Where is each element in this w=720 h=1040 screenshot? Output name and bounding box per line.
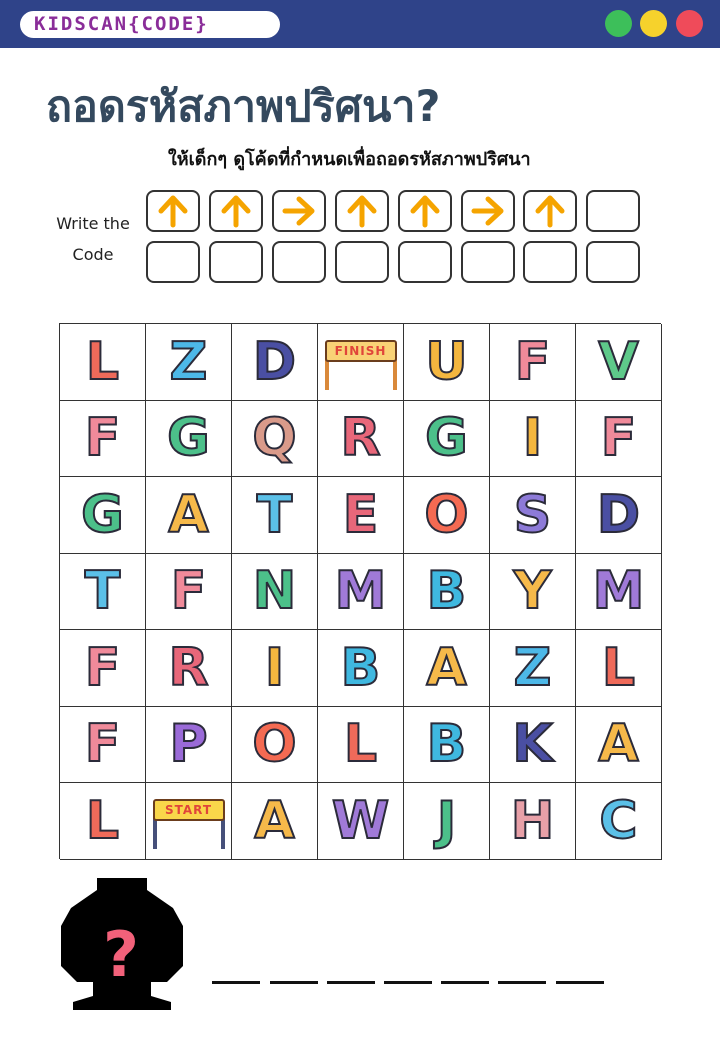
red-dot: [676, 10, 703, 37]
grid-cell[interactable]: [232, 324, 318, 401]
grid-cell[interactable]: [404, 324, 490, 401]
grid-letter: H: [510, 790, 555, 851]
grid-letter: S: [513, 484, 552, 545]
grid-letter: N: [252, 561, 297, 622]
answer-box[interactable]: [398, 241, 452, 283]
grid-letter: A: [426, 637, 467, 698]
arrow-up-icon: [219, 194, 253, 228]
code-box[interactable]: [586, 190, 640, 232]
code-label: [52, 208, 134, 270]
grid-letter: Z: [169, 331, 208, 392]
grid-letter: V: [598, 331, 639, 392]
grid-cell[interactable]: [576, 554, 662, 631]
grid-letter: A: [168, 484, 209, 545]
grid-letter: F: [514, 331, 551, 392]
answer-blank[interactable]: [270, 981, 318, 984]
grid-cell[interactable]: [146, 477, 232, 554]
grid-cell[interactable]: [146, 707, 232, 784]
code-label-line1: Write the: [56, 214, 130, 233]
grid-cell[interactable]: [232, 630, 318, 707]
grid-letter: R: [340, 408, 381, 469]
grid-letter: B: [426, 714, 467, 775]
grid-cell[interactable]: [318, 707, 404, 784]
grid-letter: F: [600, 408, 637, 469]
banner-label: FINISH: [325, 340, 397, 362]
grid-letter: T: [84, 561, 121, 622]
arrow-right-icon: [471, 194, 505, 228]
grid-cell[interactable]: [146, 783, 232, 860]
page-subtitle: ให้เด็กๆ ดูโค้ดที่กำหนดเพื่อถอดรหัสภาพปริศนา: [168, 149, 531, 170]
answer-box[interactable]: [272, 241, 326, 283]
grid-letter: D: [596, 484, 641, 545]
grid-cell[interactable]: [232, 783, 318, 860]
grid-letter: Z: [513, 637, 552, 698]
grid-cell[interactable]: [60, 324, 146, 401]
answer-box[interactable]: [523, 241, 577, 283]
grid-letter: M: [334, 561, 387, 622]
grid-cell[interactable]: [318, 324, 404, 401]
grid-letter: A: [598, 714, 639, 775]
arrow-up-icon: [156, 194, 190, 228]
grid-cell[interactable]: [318, 554, 404, 631]
grid-letter: Y: [513, 561, 552, 622]
finish-banner: [323, 332, 399, 392]
grid-cell[interactable]: [404, 783, 490, 860]
code-box[interactable]: [146, 190, 200, 232]
grid-cell[interactable]: [404, 707, 490, 784]
arrow-right-icon: [282, 194, 316, 228]
banner-label: START: [153, 799, 225, 821]
code-box[interactable]: [209, 190, 263, 232]
grid-letter: L: [85, 790, 120, 851]
arrow-up-icon: [533, 194, 567, 228]
grid-letter: G: [167, 408, 210, 469]
grid-cell[interactable]: [318, 477, 404, 554]
grid-cell[interactable]: [232, 707, 318, 784]
grid-letter: I: [522, 408, 543, 469]
grid-cell[interactable]: [60, 707, 146, 784]
question-mark: ?: [103, 918, 139, 991]
grid-letter: W: [331, 790, 390, 851]
answer-box[interactable]: [461, 241, 515, 283]
answer-blank[interactable]: [384, 981, 432, 984]
answer-blank[interactable]: [556, 981, 604, 984]
grid-cell[interactable]: [318, 783, 404, 860]
grid-cell[interactable]: [576, 783, 662, 860]
code-box[interactable]: [523, 190, 577, 232]
grid-cell[interactable]: [60, 630, 146, 707]
grid-letter: I: [264, 637, 285, 698]
grid-letter: L: [85, 331, 120, 392]
grid-cell[interactable]: [146, 630, 232, 707]
grid-cell[interactable]: [404, 630, 490, 707]
grid-letter: L: [601, 637, 636, 698]
grid-cell[interactable]: [576, 707, 662, 784]
answer-box[interactable]: [335, 241, 389, 283]
code-label-line2: Code: [72, 245, 114, 264]
code-box[interactable]: [335, 190, 389, 232]
grid-cell[interactable]: [232, 477, 318, 554]
grid-letter: U: [425, 331, 468, 392]
grid-letter: G: [81, 484, 124, 545]
grid-cell[interactable]: [490, 324, 576, 401]
grid-cell[interactable]: [490, 630, 576, 707]
answer-blank[interactable]: [498, 981, 546, 984]
grid-letter: C: [599, 790, 638, 851]
green-dot: [605, 10, 632, 37]
code-box[interactable]: [461, 190, 515, 232]
arrow-up-icon: [408, 194, 442, 228]
answer-box[interactable]: [146, 241, 200, 283]
grid-letter: E: [342, 484, 379, 545]
grid-cell[interactable]: [318, 630, 404, 707]
answer-box[interactable]: [586, 241, 640, 283]
grid-cell[interactable]: [60, 554, 146, 631]
grid-letter: F: [84, 637, 121, 698]
grid-letter: B: [340, 637, 381, 698]
grid-letter: T: [256, 484, 293, 545]
grid-letter: F: [84, 714, 121, 775]
grid-cell[interactable]: [146, 324, 232, 401]
code-box[interactable]: [398, 190, 452, 232]
answer-blank[interactable]: [327, 981, 375, 984]
grid-cell[interactable]: [576, 324, 662, 401]
grid-cell[interactable]: [490, 783, 576, 860]
grid-cell[interactable]: [490, 707, 576, 784]
mystery-silhouette-icon: [55, 878, 190, 1013]
grid-letter: B: [426, 561, 467, 622]
grid-letter: Q: [252, 408, 297, 469]
grid-letter: J: [436, 790, 457, 851]
grid-letter: P: [169, 714, 208, 775]
answer-box[interactable]: [209, 241, 263, 283]
grid-cell[interactable]: [60, 477, 146, 554]
grid-cell[interactable]: [576, 477, 662, 554]
grid-cell[interactable]: [60, 783, 146, 860]
grid-cell[interactable]: [490, 401, 576, 478]
grid-letter: G: [425, 408, 468, 469]
grid-letter: F: [170, 561, 207, 622]
brand-logo: KIDSCAN{CODE}: [20, 11, 280, 38]
grid-cell[interactable]: [318, 401, 404, 478]
letter-grid: [59, 323, 661, 859]
header-bar: [0, 0, 720, 48]
grid-cell[interactable]: [490, 477, 576, 554]
start-banner: [151, 791, 227, 851]
answer-blank[interactable]: [441, 981, 489, 984]
grid-cell[interactable]: [232, 401, 318, 478]
grid-letter: D: [252, 331, 297, 392]
yellow-dot: [640, 10, 667, 37]
grid-letter: A: [254, 790, 295, 851]
grid-letter: F: [84, 408, 121, 469]
grid-cell[interactable]: [146, 401, 232, 478]
grid-cell[interactable]: [232, 554, 318, 631]
grid-letter: K: [512, 714, 553, 775]
grid-cell[interactable]: [576, 401, 662, 478]
grid-letter: O: [424, 484, 469, 545]
page-title: ถอดรหัสภาพปริศนา?: [46, 82, 441, 132]
grid-letter: R: [168, 637, 209, 698]
grid-letter: O: [252, 714, 297, 775]
grid-cell[interactable]: [146, 554, 232, 631]
arrow-up-icon: [345, 194, 379, 228]
grid-cell[interactable]: [404, 401, 490, 478]
grid-cell[interactable]: [490, 554, 576, 631]
answer-blank[interactable]: [212, 981, 260, 984]
grid-cell[interactable]: [404, 477, 490, 554]
grid-cell[interactable]: [404, 554, 490, 631]
grid-cell[interactable]: [576, 630, 662, 707]
code-box[interactable]: [272, 190, 326, 232]
grid-cell[interactable]: [60, 401, 146, 478]
grid-letter: L: [343, 714, 378, 775]
grid-letter: M: [592, 561, 645, 622]
